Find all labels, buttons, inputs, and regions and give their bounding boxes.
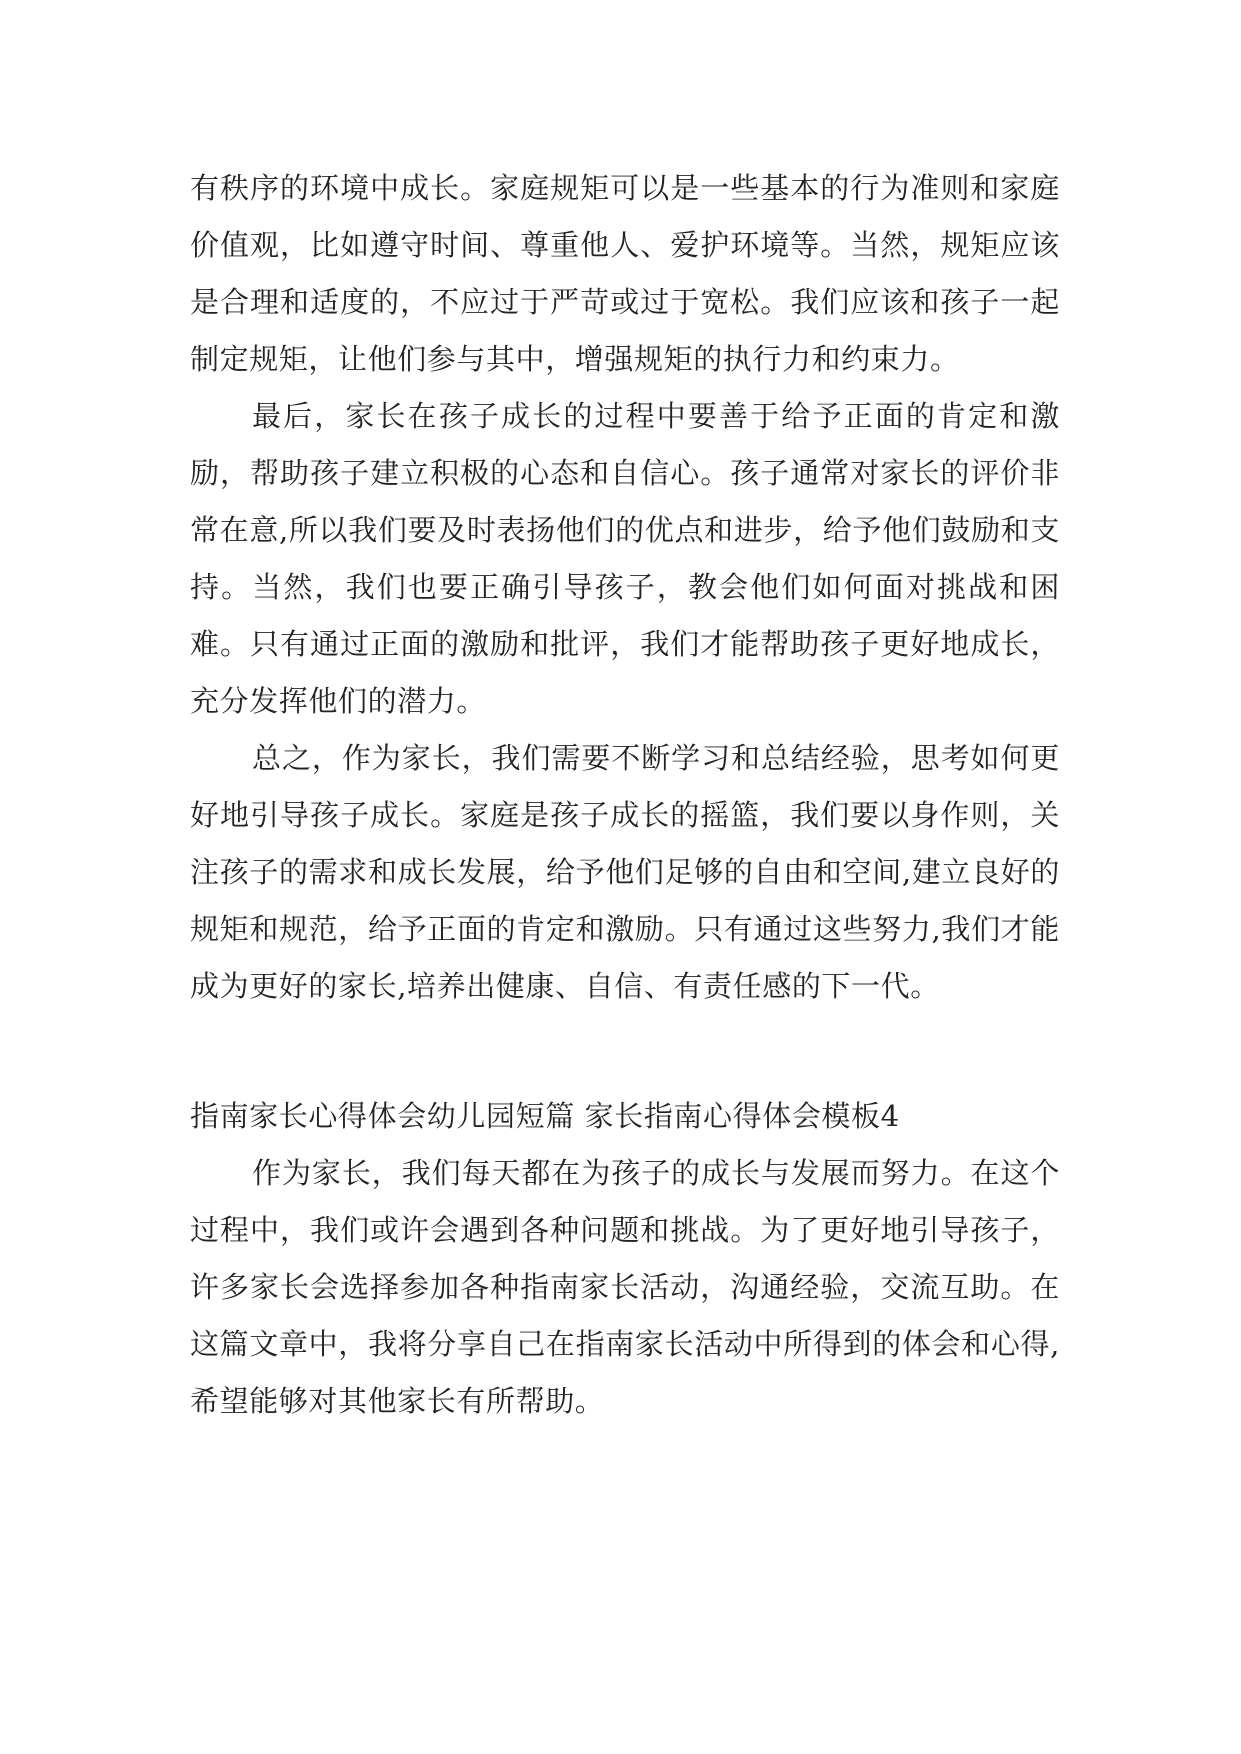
- paragraph-encouragement: 最后，家长在孩子成长的过程中要善于给予正面的肯定和激励，帮助孩子建立积极的心态和自信心。孩子通常对家长的评价非常在意,所以我们要及时表扬他们的优点和进步，给予他们鼓励和支持。当然，我们也要正确引导孩子，教会他们如何面对挑战和困难。只有通过正面的激励和批评，我们才能帮助孩子更好地成长，充分发挥他们的潜力。: [190, 399, 1060, 718]
- paragraph-intro: 作为家长，我们每天都在为孩子的成长与发展而努力。在这个过程中，我们或许会遇到各种问题和挑战。为了更好地引导孩子，许多家长会选择参加各种指南家长活动，沟通经验，交流互助。在这篇文章中，我将分享自己在指南家长活动中所得到的体会和心得,希望能够对其他家长有所帮助。: [190, 1156, 1060, 1418]
- paragraph-continuation: 有秩序的环境中成长。家庭规矩可以是一些基本的行为准则和家庭价值观，比如遵守时间、尊重他人、爱护环境等。当然，规矩应该是合理和适度的，不应过于严苛或过于宽松。我们应该和孩子一起制定规矩，让他们参与其中，增强规矩的执行力和约束力。: [190, 171, 1060, 376]
- paragraph-conclusion: 总之，作为家长，我们需要不断学习和总结经验，思考如何更好地引导孩子成长。家庭是孩子成长的摇篮，我们要以身作则，关注孩子的需求和成长发展，给予他们足够的自由和空间,建立良好的规矩和规范，给予正面的肯定和激励。只有通过这些努力,我们才能成为更好的家长,培养出健康、自信、有责任感的下一代。: [190, 741, 1060, 1003]
- section-heading: 指南家长心得体会幼儿园短篇 家长指南心得体会模板4: [190, 1099, 900, 1133]
- document-body: [190, 160, 1060, 1430]
